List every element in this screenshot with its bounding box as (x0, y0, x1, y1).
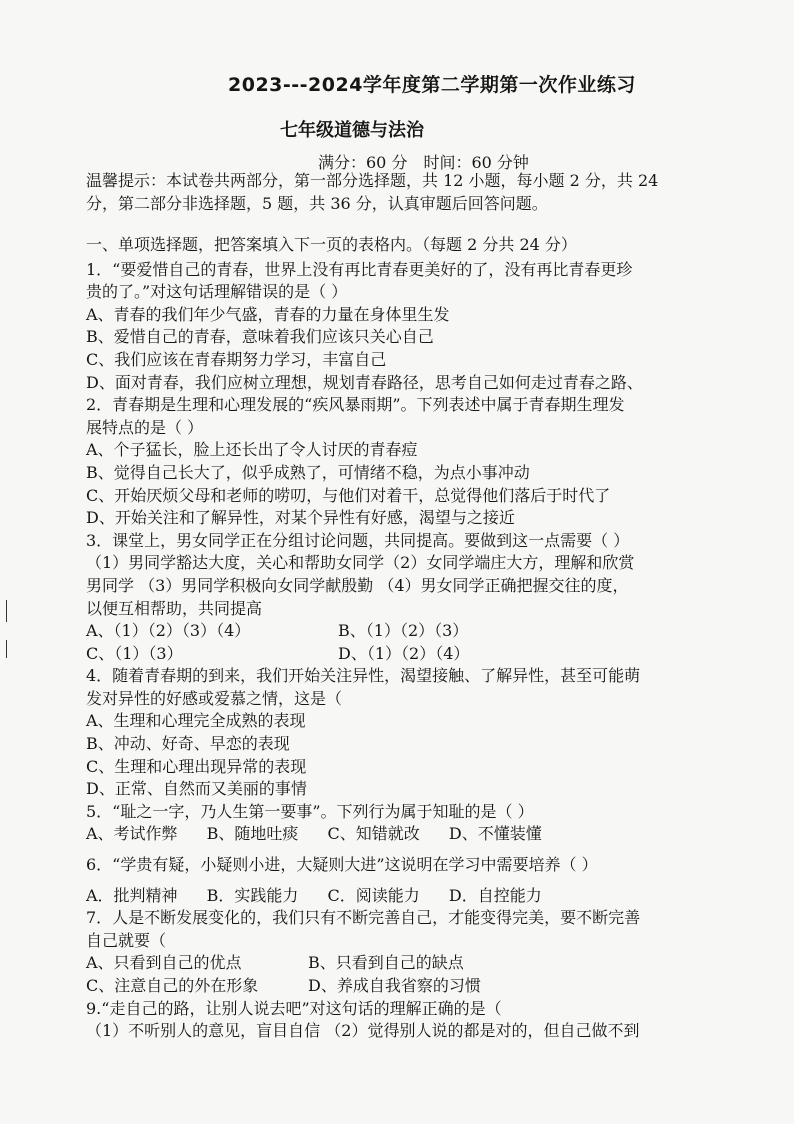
option-c: C、开始厌烦父母和老师的唠叨，与他们对着干，总觉得他们落后于时代了 (86, 485, 611, 505)
exam-subject: 七年级道德与法治 (280, 120, 424, 141)
question-stem: 5．“耻之一字，乃人生第一要事”。下列行为属于知耻的是（ ） (86, 801, 534, 821)
question-stem: 3．课堂上，男女同学正在分组讨论问题，共同提高。要做到这一点需要（ ） (86, 530, 630, 550)
question-stem: 9.“走自己的路，让别人说去吧”对这句话的理解正确的是（ (86, 998, 502, 1018)
option-row (86, 975, 722, 998)
option-c: C、生理和心理出现异常的表现 (86, 756, 307, 776)
option-c: C、我们应该在青春期努力学习，丰富自己 (86, 349, 387, 369)
question-section (86, 234, 722, 1043)
option-b: B．实践能力 (206, 885, 299, 905)
option-d: D、正常、自然而又美丽的事情 (86, 779, 307, 799)
option-a: A、青春的我们年少气盛，青春的力量在身体里生发 (86, 304, 450, 324)
question-stem: 男同学 （3）男同学积极向女同学献殷勤 （4）男女同学正确把握交往的度， (86, 575, 629, 595)
option-d: D、面对青春，我们应树立理想，规划青春路径，思考自己如何走过青春之路、 (86, 372, 643, 392)
option-b: B、只看到自己的缺点 (308, 953, 464, 973)
option-a: A、考试作弊 (86, 824, 178, 844)
question-5 (86, 801, 722, 846)
option-a: A、生理和心理完全成熟的表现 (86, 711, 306, 731)
option-a: A．批判精神 (86, 885, 178, 905)
option-row (86, 823, 722, 846)
option-c: C．阅读能力 (327, 885, 420, 905)
option-b: B、爱惜自己的青春，意味着我们应该只关心自己 (86, 327, 434, 347)
option-b: B、（1）（2）（3） (338, 621, 469, 641)
option-d: D．自控能力 (448, 885, 542, 905)
option-row (86, 620, 722, 643)
option-a: A、只看到自己的优点 (86, 953, 242, 973)
question-stem: 自己就要（ (86, 930, 167, 950)
question-3 (86, 530, 722, 666)
question-stem: （1）男同学豁达大度，关心和帮助女同学（2）女同学端庄大方，理解和欣赏 (86, 553, 635, 573)
option-b: B、冲动、好奇、早恋的表现 (86, 734, 290, 754)
option-b: B、觉得自己长大了，似乎成熟了，可情绪不稳，为点小事冲动 (86, 462, 530, 482)
question-partial-line: （1）不听别人的意见，盲目自信 （2）觉得别人说的都是对的，但自己做不到 (86, 1021, 640, 1041)
notice-line: 温馨提示：本试卷共两部分，第一部分选择题，共 12 小题，每小题 2 分，共 24 (86, 171, 659, 190)
question-stem: 贵的了。”对这句话理解错误的是（ ） (86, 282, 348, 302)
option-a: A、（1）（2）（3）（4） (86, 621, 251, 641)
question-stem: 4．随着青春期的到来，我们开始关注异性，渴望接触、了解异性，甚至可能萌 (86, 666, 641, 686)
question-stem: 1．“要爱惜自己的青春，世界上没有再比青春更美好的了，没有再比青春更珍 (86, 259, 633, 279)
option-c: C、知错就改 (327, 824, 420, 844)
option-b: B、随地吐痰 (206, 824, 299, 844)
option-c: C、注意自己的外在形象 (86, 976, 259, 995)
scan-mark (6, 640, 7, 658)
option-row (86, 643, 722, 666)
question-2 (86, 394, 722, 530)
exam-notice (86, 170, 716, 215)
question-4 (86, 665, 722, 801)
question-stem: 展特点的是（ ） (86, 417, 204, 437)
option-d: D、（1）（2）（4） (338, 643, 470, 663)
option-row (86, 885, 722, 908)
question-stem: 发对异性的好感或爱慕之情，这是（ (86, 688, 343, 708)
question-stem: 6．“学贵有疑，小疑则小进，大疑则大进”这说明在学习中需要培养（ ） (86, 855, 598, 875)
notice-line: 分，第二部分非选择题，5 题，共 36 分，认真审题后回答问题。 (86, 193, 548, 213)
option-d: D、养成自我省察的习惯 (308, 976, 481, 995)
question-stem: 7．人是不断发展变化的，我们只有不断完善自己，才能变得完美，要不断完善 (86, 908, 641, 928)
exam-title: 2023---2024学年度第二学期第一次作业练习 (228, 74, 636, 96)
question-6 (86, 854, 722, 907)
option-d: D、开始关注和了解异性，对某个异性有好感，渴望与之接近 (86, 508, 515, 528)
question-stem: 2．青春期是生理和心理发展的“疾风暴雨期”。下列表述中属于青春期生理发 (86, 395, 625, 415)
question-9 (86, 998, 722, 1043)
option-c: C、（1）（3） (86, 643, 183, 663)
score-time-line: 满分：60 分 时间：60 分钟 (318, 153, 529, 172)
option-row (86, 952, 722, 975)
question-7 (86, 907, 722, 997)
scan-mark (6, 600, 7, 622)
question-1 (86, 259, 722, 395)
option-d: D、不懂装懂 (448, 824, 542, 844)
question-stem: 以便互相帮助，共同提高 (86, 598, 263, 618)
section-heading: 一、单项选择题，把答案填入下一页的表格内。（每题 2 分共 24 分） (86, 235, 577, 254)
option-a: A、个子猛长，脸上还长出了令人讨厌的青春痘 (86, 440, 418, 460)
